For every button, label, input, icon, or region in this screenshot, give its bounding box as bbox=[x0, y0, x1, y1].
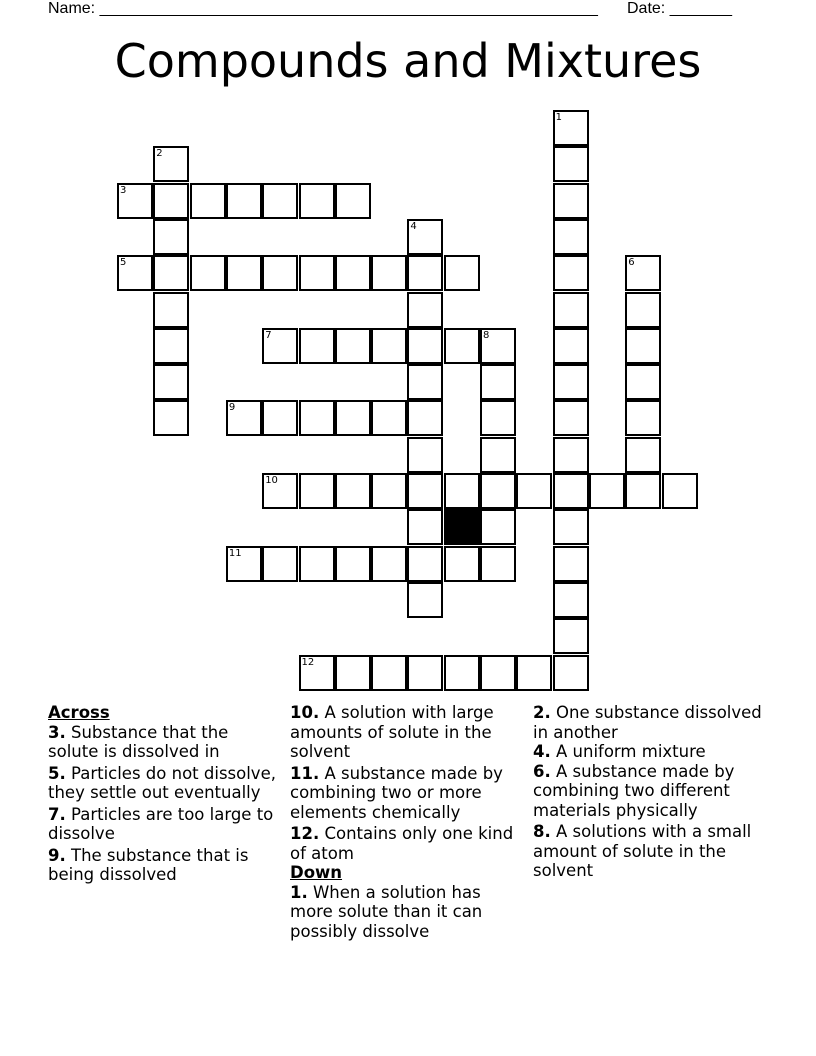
grid-cell[interactable] bbox=[625, 473, 661, 509]
grid-cell[interactable] bbox=[553, 582, 589, 618]
clue-number-label: 5 bbox=[120, 257, 127, 269]
grid-cell[interactable] bbox=[153, 183, 189, 219]
grid-cell[interactable] bbox=[299, 655, 335, 691]
clue-column-3 bbox=[533, 703, 773, 883]
clue-across-9: 9. The substance that is being dissolved bbox=[48, 845, 249, 884]
grid-cell[interactable] bbox=[371, 328, 407, 364]
grid-cell[interactable] bbox=[553, 400, 589, 436]
grid-block-cell bbox=[444, 509, 480, 545]
grid-cell[interactable] bbox=[407, 437, 443, 473]
clue-number-label: 3 bbox=[120, 184, 127, 196]
grid-cell[interactable] bbox=[625, 292, 661, 328]
clue-across-12: 12. Contains only one kind of atom bbox=[290, 824, 514, 863]
grid-cell[interactable] bbox=[553, 110, 589, 146]
clue-number-label: 8 bbox=[483, 329, 490, 341]
grid-cell[interactable] bbox=[480, 473, 516, 509]
page-title: Compounds and Mixtures bbox=[114, 34, 702, 88]
clue-number-label: 12 bbox=[301, 656, 315, 668]
grid-cell[interactable] bbox=[262, 328, 298, 364]
clue-number-label: 11 bbox=[228, 547, 242, 559]
grid-cell[interactable] bbox=[226, 400, 262, 436]
name-field-label: Name: ________________________________________________________ bbox=[48, 0, 598, 17]
grid-cell[interactable] bbox=[226, 255, 262, 291]
grid-cell[interactable] bbox=[553, 364, 589, 400]
clue-column-2 bbox=[290, 703, 520, 943]
grid-cell[interactable] bbox=[407, 509, 443, 545]
grid-cell[interactable] bbox=[553, 473, 589, 509]
clue-number-label: 4 bbox=[410, 220, 417, 232]
grid-cell[interactable] bbox=[226, 546, 262, 582]
grid-cell[interactable] bbox=[444, 655, 480, 691]
date-field-label: Date: _______ bbox=[627, 0, 732, 17]
grid-cell[interactable] bbox=[117, 183, 153, 219]
grid-cell[interactable] bbox=[407, 364, 443, 400]
grid-cell[interactable] bbox=[444, 546, 480, 582]
grid-cell[interactable] bbox=[553, 509, 589, 545]
grid-cell[interactable] bbox=[153, 292, 189, 328]
clue-number-label: 9 bbox=[228, 402, 236, 414]
grid-cell[interactable] bbox=[335, 255, 371, 291]
grid-cell[interactable] bbox=[262, 255, 298, 291]
grid-cell[interactable] bbox=[553, 146, 589, 182]
clue-down-6: 6. A substance made by combining two different materials physically bbox=[533, 761, 735, 820]
grid-cell[interactable] bbox=[480, 655, 516, 691]
grid-cell[interactable] bbox=[444, 255, 480, 291]
grid-cell[interactable] bbox=[299, 328, 335, 364]
grid-cell[interactable] bbox=[407, 219, 443, 255]
grid-cell[interactable] bbox=[407, 255, 443, 291]
grid-cell[interactable] bbox=[299, 473, 335, 509]
grid-cell[interactable] bbox=[407, 473, 443, 509]
grid-cell[interactable] bbox=[299, 400, 335, 436]
clue-number-label: 7 bbox=[265, 329, 272, 341]
grid-cell[interactable] bbox=[371, 255, 407, 291]
clue-across-7: 7. Particles are too large to dissolve bbox=[48, 804, 274, 843]
grid-cell[interactable] bbox=[516, 473, 552, 509]
grid-cell[interactable] bbox=[553, 328, 589, 364]
grid-cell[interactable] bbox=[335, 655, 371, 691]
clue-down-4: 4. A uniform mixture bbox=[533, 742, 706, 761]
grid-cell[interactable] bbox=[335, 400, 371, 436]
grid-cell[interactable] bbox=[371, 546, 407, 582]
clue-down-2: 2. One substance dissolved in another bbox=[533, 703, 762, 742]
grid-cell[interactable] bbox=[153, 328, 189, 364]
clue-number-label: 6 bbox=[628, 257, 635, 269]
grid-cell[interactable] bbox=[553, 255, 589, 291]
grid-cell[interactable] bbox=[335, 328, 371, 364]
grid-cell[interactable] bbox=[625, 437, 661, 473]
grid-cell[interactable] bbox=[117, 255, 153, 291]
grid-cell[interactable] bbox=[553, 546, 589, 582]
grid-cell[interactable] bbox=[407, 546, 443, 582]
grid-cell[interactable] bbox=[553, 219, 589, 255]
clue-number-label: 2 bbox=[156, 148, 163, 160]
grid-cell[interactable] bbox=[407, 400, 443, 436]
grid-cell[interactable] bbox=[371, 655, 407, 691]
grid-cell[interactable] bbox=[335, 183, 371, 219]
clue-number-label: 1 bbox=[555, 112, 562, 123]
grid-cell[interactable] bbox=[553, 437, 589, 473]
clue-across-10: 10. A solution with large amounts of solute in the solvent bbox=[290, 703, 494, 761]
grid-cell[interactable] bbox=[262, 183, 298, 219]
grid-cell[interactable] bbox=[153, 364, 189, 400]
grid-cell[interactable] bbox=[190, 255, 226, 291]
grid-cell[interactable] bbox=[553, 618, 589, 654]
clue-across-11: 11. A substance made by combining two or more elements chemically bbox=[290, 763, 503, 822]
grid-cell[interactable] bbox=[444, 328, 480, 364]
grid-cell[interactable] bbox=[153, 219, 189, 255]
grid-cell[interactable] bbox=[299, 255, 335, 291]
grid-cell[interactable] bbox=[153, 146, 189, 182]
grid-cell[interactable] bbox=[625, 364, 661, 400]
clue-across-5: 5. Particles do not dissolve, they settle out eventually bbox=[48, 763, 276, 802]
down-heading: Down bbox=[290, 863, 343, 882]
grid-cell[interactable] bbox=[625, 328, 661, 364]
clue-down-1: 1. When a solution has more solute than it can possibly dissolve bbox=[290, 882, 483, 941]
grid-cell[interactable] bbox=[407, 292, 443, 328]
grid-cell[interactable] bbox=[407, 655, 443, 691]
grid-cell[interactable] bbox=[371, 473, 407, 509]
grid-cell[interactable] bbox=[480, 364, 516, 400]
grid-cell[interactable] bbox=[480, 328, 516, 364]
grid-cell[interactable] bbox=[262, 473, 298, 509]
grid-cell[interactable] bbox=[553, 655, 589, 691]
clue-column-1 bbox=[48, 703, 280, 887]
grid-cell[interactable] bbox=[662, 473, 698, 509]
grid-cell[interactable] bbox=[589, 473, 625, 509]
across-heading: Across bbox=[48, 703, 110, 722]
grid-cell[interactable] bbox=[625, 400, 661, 436]
grid-cell[interactable] bbox=[625, 255, 661, 291]
grid-cell[interactable] bbox=[190, 183, 226, 219]
clue-down-8: 8. A solutions with a small amount of solute in the solvent bbox=[533, 822, 752, 880]
grid-cell[interactable] bbox=[480, 546, 516, 582]
grid-cell[interactable] bbox=[226, 183, 262, 219]
grid-cell[interactable] bbox=[335, 473, 371, 509]
grid-cell[interactable] bbox=[444, 473, 480, 509]
grid-cell[interactable] bbox=[480, 437, 516, 473]
grid-cell[interactable] bbox=[335, 546, 371, 582]
grid-cell[interactable] bbox=[553, 292, 589, 328]
grid-cell[interactable] bbox=[407, 328, 443, 364]
clue-number-label: 10 bbox=[265, 475, 278, 486]
grid-cell[interactable] bbox=[480, 509, 516, 545]
grid-cell[interactable] bbox=[262, 400, 298, 436]
grid-cell[interactable] bbox=[153, 400, 189, 436]
grid-cell[interactable] bbox=[299, 546, 335, 582]
grid-cell[interactable] bbox=[407, 582, 443, 618]
grid-cell[interactable] bbox=[299, 183, 335, 219]
grid-cell[interactable] bbox=[153, 255, 189, 291]
grid-cell[interactable] bbox=[516, 655, 552, 691]
grid-cell[interactable] bbox=[553, 183, 589, 219]
grid-cell[interactable] bbox=[480, 400, 516, 436]
clue-across-3: 3. Substance that the solute is dissolved in bbox=[48, 722, 229, 761]
grid-cell[interactable] bbox=[371, 400, 407, 436]
grid-cell[interactable] bbox=[262, 546, 298, 582]
